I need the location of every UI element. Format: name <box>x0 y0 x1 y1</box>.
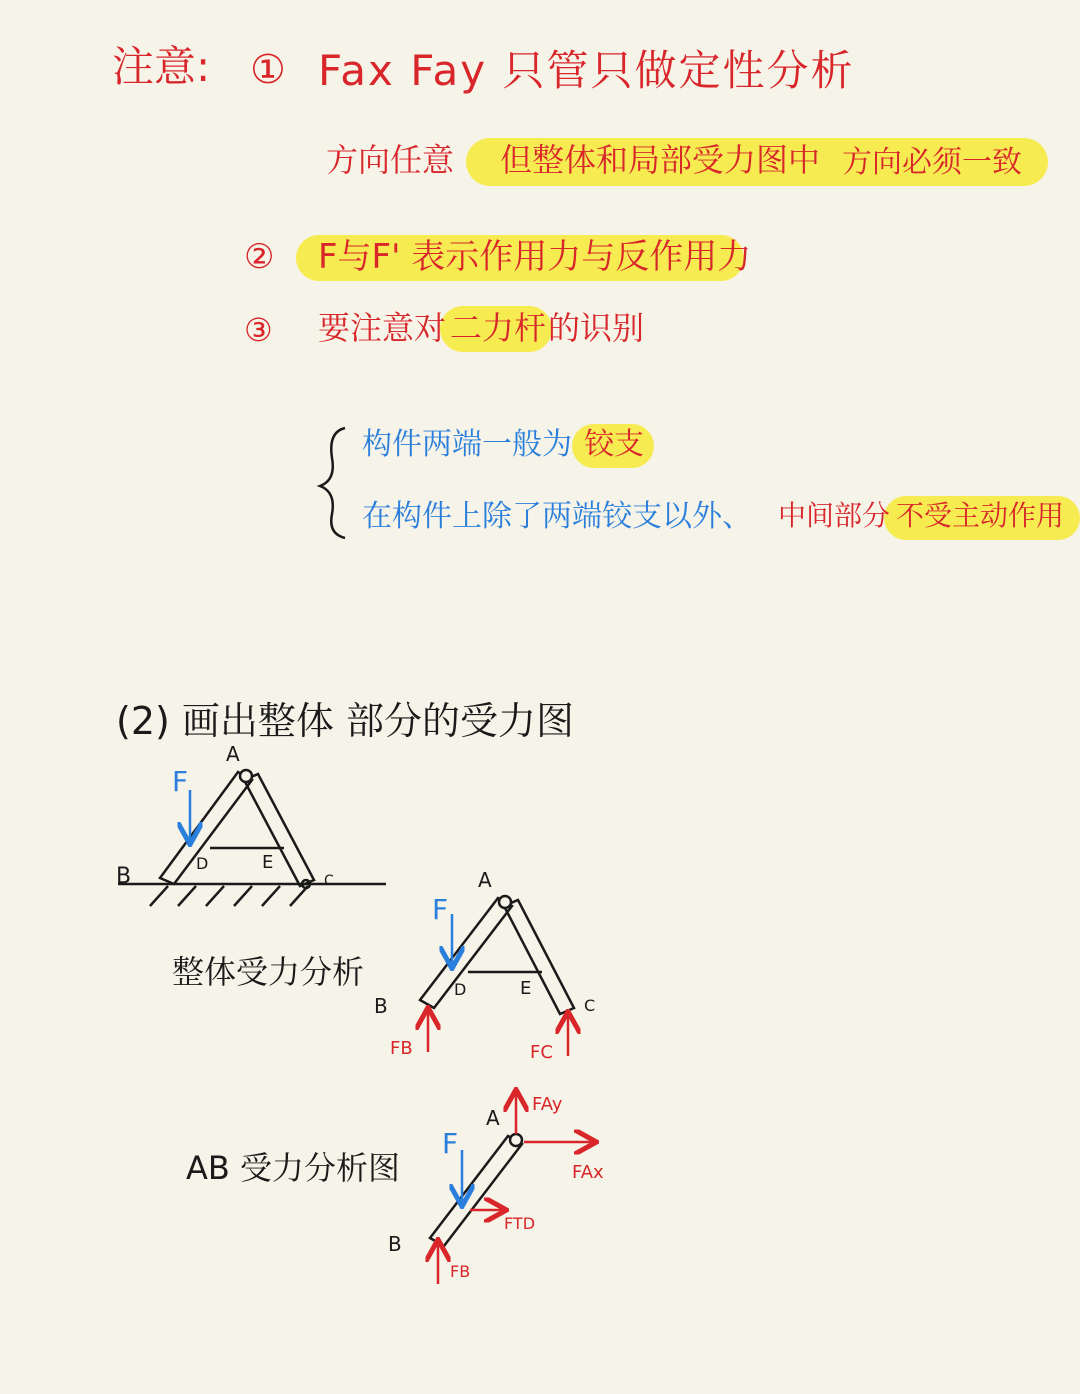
fig1-label-D: D <box>196 854 209 873</box>
notes-header: 注意: <box>112 42 211 91</box>
twoforce-line2-highlight: 不受主动作用 <box>896 499 1065 532</box>
curly-brace <box>320 428 345 538</box>
fig2-label-FC: FC <box>530 1042 553 1063</box>
item3-highlight: 二力杆 <box>450 309 547 347</box>
item1-sub-highlight: 但整体和局部受力图中 <box>500 141 821 179</box>
item1-text: Fax Fay 只管只做定性分析 <box>318 46 855 95</box>
item3-suffix: 的识别 <box>548 309 645 347</box>
whole-caption: 整体受力分析 <box>172 953 365 991</box>
fig2-label-E: E <box>520 978 532 999</box>
fig3-label-FTD: FTD <box>504 1214 536 1233</box>
twoforce-line2: 在构件上除了两端铰支以外、 <box>362 499 752 534</box>
twoforce-line1: 构件两端一般为 <box>362 427 572 462</box>
fig3-label-FAx: FAx <box>572 1162 604 1183</box>
item1-sub-tail: 方向必须一致 <box>842 145 1022 180</box>
fig1-label-E: E <box>262 852 274 873</box>
twoforce-line1-highlight: 铰支 <box>584 427 644 462</box>
fig2-label-B: B <box>374 994 388 1018</box>
item3-marker: ③ <box>244 311 273 349</box>
fig2-label-A: A <box>478 868 492 892</box>
fig3-label-B: B <box>388 1232 402 1256</box>
fig1-label-A: A <box>226 742 240 766</box>
fig3-label-A: A <box>486 1106 500 1130</box>
fig2-label-D: D <box>454 980 467 999</box>
fig3-label-FB: FB <box>450 1262 471 1281</box>
section2-title: (2) 画出整体 部分的受力图 <box>116 699 574 743</box>
fig2-label-F: F <box>432 893 449 926</box>
fig2-label-C: C <box>584 996 596 1015</box>
fig3-label-FAy: FAy <box>532 1094 563 1115</box>
fig3-label-F: F <box>442 1127 459 1160</box>
item2-marker: ② <box>244 237 275 277</box>
item1-sub-plain: 方向任意 <box>326 141 455 179</box>
fig1-label-C: C <box>324 873 334 889</box>
fig2-label-FB: FB <box>390 1038 413 1059</box>
figure1-structure <box>118 765 386 906</box>
fig1-label-F: F <box>172 765 189 798</box>
item1-marker: ① <box>250 47 286 93</box>
item3-prefix: 要注意对 <box>318 309 447 347</box>
item2-text: F与F' 表示作用力与反作用力 <box>318 237 752 277</box>
ab-caption: AB 受力分析图 <box>186 1149 401 1187</box>
fig1-label-B: B <box>116 864 132 889</box>
twoforce-line2-red: 中间部分 <box>778 499 891 532</box>
